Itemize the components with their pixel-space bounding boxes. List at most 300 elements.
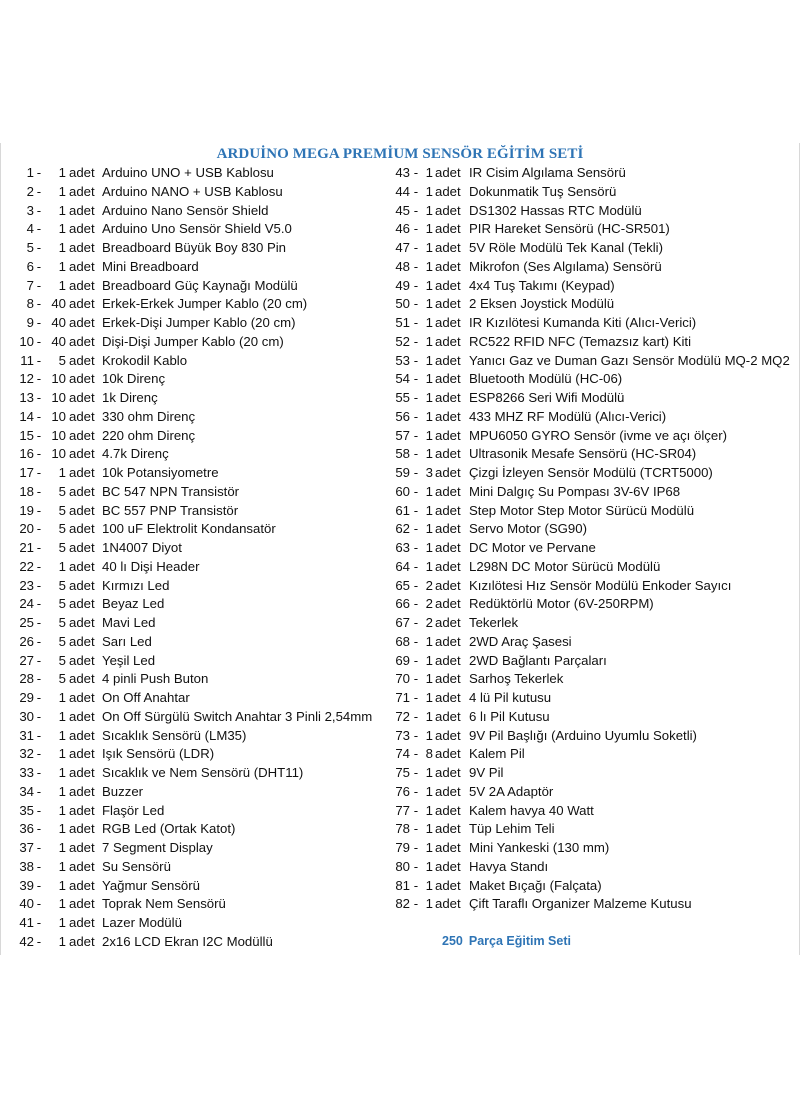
item-separator: - (413, 765, 419, 780)
item-separator: - (36, 296, 42, 312)
item-quantity: 1 (425, 521, 433, 537)
item-name: Arduino Nano Sensör Shield (102, 202, 269, 218)
item-quantity: 1 (58, 708, 66, 724)
item-separator: - (36, 858, 42, 874)
list-item (390, 239, 798, 258)
item-name: 4x4 Tuş Takımı (Keypad) (469, 277, 615, 293)
item-separator: - (36, 877, 42, 893)
item-quantity: 1 (425, 258, 433, 274)
item-name: Arduino NANO + USB Kablosu (102, 183, 283, 199)
item-name: Dişi-Dişi Jumper Kablo (20 cm) (102, 333, 284, 349)
item-name: 40 lı Dişi Header (102, 558, 200, 574)
list-item (390, 258, 798, 277)
item-quantity: 1 (58, 221, 66, 237)
item-number: 58 (395, 446, 410, 462)
item-name: 10k Direnç (102, 371, 166, 387)
item-name: Breadboard Güç Kaynağı Modülü (102, 277, 298, 293)
item-name: Tekerlek (469, 615, 519, 630)
item-separator: - (36, 258, 42, 274)
item-name: Tüp Lehim Teli (469, 821, 555, 837)
item-quantity: 10 (51, 371, 66, 387)
item-number: 17 (19, 465, 34, 480)
item-separator: - (413, 371, 419, 387)
item-number: 43 (395, 165, 410, 180)
item-number: 13 (19, 390, 34, 405)
item-quantity: 1 (425, 371, 433, 387)
item-unit: adet (69, 315, 95, 330)
item-unit: adet (69, 258, 95, 274)
item-number: 56 (395, 408, 410, 424)
item-name: DS1302 Hassas RTC Modülü (469, 202, 642, 218)
item-separator: - (413, 165, 419, 180)
item-number: 65 (395, 577, 410, 593)
item-quantity: 1 (425, 802, 433, 818)
list-item (6, 708, 390, 727)
item-unit: adet (435, 502, 461, 518)
item-separator: - (36, 202, 42, 218)
item-quantity: 1 (58, 277, 66, 293)
item-separator: - (36, 408, 42, 424)
list-item (6, 895, 390, 914)
item-quantity: 10 (51, 427, 66, 443)
item-separator: - (413, 540, 419, 555)
item-name: MPU6050 GYRO Sensör (ivme ve açı ölçer) (469, 427, 727, 443)
item-quantity: 1 (425, 652, 433, 668)
item-unit: adet (435, 427, 461, 443)
item-separator: - (36, 671, 42, 687)
item-quantity: 5 (58, 540, 66, 555)
item-name: 1k Direnç (102, 390, 158, 405)
item-number: 3 (26, 202, 34, 218)
item-unit: adet (69, 240, 95, 255)
item-unit: adet (69, 183, 95, 199)
list-item (6, 727, 390, 746)
list-item (6, 295, 390, 314)
item-quantity: 1 (58, 858, 66, 874)
item-quantity: 1 (425, 221, 433, 237)
item-name: Erkek-Dişi Jumper Kablo (20 cm) (102, 315, 296, 330)
item-unit: adet (435, 165, 461, 180)
list-item (390, 877, 798, 896)
item-separator: - (413, 783, 419, 799)
item-number: 41 (19, 915, 34, 930)
item-number: 22 (19, 558, 34, 574)
item-unit: adet (69, 765, 95, 780)
item-name: 9V Pil (469, 765, 504, 780)
item-quantity: 1 (58, 915, 66, 930)
item-unit: adet (69, 333, 95, 349)
item-name: Mini Dalgıç Su Pompası 3V-6V IP68 (469, 483, 681, 499)
item-separator: - (413, 821, 419, 837)
item-name: Kalem havya 40 Watt (469, 802, 594, 818)
item-name: 6 lı Pil Kutusu (469, 708, 550, 724)
item-quantity: 1 (58, 765, 66, 780)
list-item (6, 877, 390, 896)
item-separator: - (36, 277, 42, 293)
list-item (6, 183, 390, 202)
list-item (6, 933, 390, 952)
item-quantity: 1 (425, 315, 433, 330)
item-unit: adet (69, 577, 95, 593)
item-quantity: 3 (425, 465, 433, 480)
item-separator: - (413, 296, 419, 312)
item-quantity: 1 (58, 727, 66, 743)
item-unit: adet (435, 352, 461, 368)
item-quantity: 1 (58, 240, 66, 255)
item-name: Mavi Led (102, 615, 156, 630)
item-separator: - (36, 221, 42, 237)
item-number: 7 (26, 277, 34, 293)
item-unit: adet (69, 783, 95, 799)
item-unit: adet (435, 783, 461, 799)
item-name: Step Motor Step Motor Sürücü Modülü (469, 502, 695, 518)
item-quantity: 8 (425, 746, 433, 762)
item-number: 68 (395, 633, 410, 649)
item-number: 46 (395, 221, 410, 237)
item-quantity: 1 (425, 633, 433, 649)
list-item (6, 220, 390, 239)
item-number: 30 (19, 708, 34, 724)
item-name: Mini Breadboard (102, 258, 199, 274)
item-unit: adet (69, 277, 95, 293)
item-quantity: 1 (425, 708, 433, 724)
list-item (390, 670, 798, 689)
item-unit: adet (435, 202, 461, 218)
item-unit: adet (69, 352, 95, 368)
item-separator: - (36, 540, 42, 555)
item-unit: adet (435, 521, 461, 537)
item-name: DC Motor ve Pervane (469, 540, 596, 555)
item-separator: - (36, 821, 42, 837)
item-number: 57 (395, 427, 410, 443)
list-item (6, 370, 390, 389)
item-number: 10 (19, 333, 34, 349)
item-name: On Off Sürgülü Switch Anahtar 3 Pinli 2,54mm (102, 708, 373, 724)
item-quantity: 40 (51, 315, 66, 330)
item-quantity: 1 (425, 783, 433, 799)
item-name: ESP8266 Seri Wifi Modülü (469, 390, 625, 405)
item-number: 64 (395, 558, 410, 574)
item-unit: adet (69, 427, 95, 443)
list-item (6, 670, 390, 689)
item-separator: - (413, 315, 419, 330)
item-unit: adet (69, 465, 95, 480)
list-item (6, 164, 390, 183)
item-unit: adet (69, 596, 95, 612)
item-unit: adet (69, 671, 95, 687)
item-unit: adet (435, 746, 461, 762)
item-separator: - (36, 427, 42, 443)
item-number: 26 (19, 633, 34, 649)
list-item (6, 239, 390, 258)
item-separator: - (413, 183, 419, 199)
item-separator: - (36, 596, 42, 612)
item-name: RGB Led (Ortak Katot) (102, 821, 236, 837)
list-item (390, 389, 798, 408)
item-name: IR Kızılötesi Kumanda Kiti (Alıcı-Verici) (469, 315, 697, 330)
item-unit: adet (435, 183, 461, 199)
item-number: 66 (395, 596, 410, 612)
item-name: Su Sensörü (102, 858, 171, 874)
item-number: 76 (395, 783, 410, 799)
item-number: 45 (395, 202, 410, 218)
item-name: Çift Taraflı Organizer Malzeme Kutusu (469, 896, 692, 912)
item-unit: adet (435, 840, 461, 855)
item-number: 5 (26, 240, 34, 255)
item-number: 40 (19, 896, 34, 912)
item-name: Krokodil Kablo (102, 352, 188, 368)
item-separator: - (413, 840, 419, 855)
list-item (390, 820, 798, 839)
item-number: 79 (395, 840, 410, 855)
item-separator: - (413, 690, 419, 705)
item-unit: adet (435, 558, 461, 574)
item-name: PIR Hareket Sensörü (HC-SR501) (469, 221, 670, 237)
item-quantity: 5 (58, 596, 66, 612)
item-name: Yeşil Led (102, 652, 156, 668)
item-separator: - (36, 727, 42, 743)
item-name: Arduino UNO + USB Kablosu (102, 165, 274, 180)
item-name: 220 ohm Direnç (102, 427, 196, 443)
item-quantity: 5 (58, 652, 66, 668)
item-number: 47 (395, 240, 410, 255)
item-separator: - (413, 446, 419, 462)
item-unit: adet (435, 408, 461, 424)
item-quantity: 1 (425, 165, 433, 180)
item-number: 35 (19, 802, 34, 818)
item-separator: - (36, 558, 42, 574)
item-quantity: 1 (425, 446, 433, 462)
item-separator: - (413, 408, 419, 424)
item-number: 59 (395, 465, 410, 480)
item-separator: - (413, 577, 419, 593)
list-item (6, 858, 390, 877)
item-number: 42 (19, 933, 34, 949)
list-item (390, 520, 798, 539)
list-item (6, 577, 390, 596)
item-name: 7 Segment Display (102, 840, 213, 855)
item-separator: - (36, 765, 42, 780)
item-name: 4.7k Direnç (102, 446, 169, 462)
item-quantity: 1 (425, 858, 433, 874)
list-item (390, 502, 798, 521)
list-item (390, 220, 798, 239)
item-unit: adet (69, 615, 95, 630)
item-name: L298N DC Motor Sürücü Modülü (469, 558, 661, 574)
list-item (6, 820, 390, 839)
item-separator: - (36, 371, 42, 387)
item-number: 8 (26, 296, 34, 312)
item-number: 53 (395, 352, 410, 368)
item-number: 80 (395, 858, 410, 874)
item-quantity: 1 (425, 821, 433, 837)
item-unit: adet (69, 633, 95, 649)
item-name: Arduino Uno Sensör Shield V5.0 (102, 221, 292, 237)
item-quantity: 5 (58, 577, 66, 593)
list-item (390, 708, 798, 727)
item-separator: - (36, 165, 42, 180)
item-name: 10k Potansiyometre (102, 465, 219, 480)
list-item (6, 539, 390, 558)
item-separator: - (413, 221, 419, 237)
item-number: 12 (19, 371, 34, 387)
list-item (6, 745, 390, 764)
item-unit: adet (435, 596, 461, 612)
list-item (6, 427, 390, 446)
list-item (390, 164, 798, 183)
list-item (390, 727, 798, 746)
item-quantity: 5 (58, 483, 66, 499)
item-quantity: 1 (425, 202, 433, 218)
item-quantity: 1 (58, 746, 66, 762)
list-item (6, 333, 390, 352)
item-number: 31 (19, 727, 34, 743)
item-separator: - (413, 727, 419, 743)
item-unit: adet (435, 465, 461, 480)
item-number: 49 (395, 277, 410, 293)
item-separator: - (413, 858, 419, 874)
item-separator: - (413, 502, 419, 518)
item-unit: adet (69, 652, 95, 668)
item-quantity: 1 (425, 727, 433, 743)
item-quantity: 10 (51, 446, 66, 462)
list-item (6, 202, 390, 221)
item-number: 15 (19, 427, 34, 443)
item-quantity: 1 (58, 258, 66, 274)
item-number: 29 (19, 690, 34, 705)
list-item (390, 558, 798, 577)
list-item (390, 333, 798, 352)
item-quantity: 1 (425, 427, 433, 443)
item-separator: - (36, 352, 42, 368)
list-item (390, 183, 798, 202)
item-unit: adet (69, 296, 95, 312)
item-separator: - (413, 896, 419, 912)
item-unit: adet (435, 296, 461, 312)
item-quantity: 5 (58, 502, 66, 518)
list-item (6, 483, 390, 502)
item-number: 4 (26, 221, 34, 237)
item-unit: adet (435, 390, 461, 405)
item-unit: adet (435, 652, 461, 668)
list-item (390, 783, 798, 802)
item-quantity: 1 (425, 558, 433, 574)
list-item (390, 839, 798, 858)
item-unit: adet (435, 277, 461, 293)
item-quantity: 1 (58, 558, 66, 574)
item-separator: - (36, 577, 42, 593)
item-number: 18 (19, 483, 34, 499)
item-quantity: 1 (425, 333, 433, 349)
item-number: 75 (395, 765, 410, 780)
item-quantity: 1 (58, 690, 66, 705)
list-item (390, 408, 798, 427)
item-separator: - (36, 315, 42, 330)
footer-summary (442, 934, 571, 948)
item-quantity: 5 (58, 521, 66, 537)
item-name: Mini Yankeski (130 mm) (469, 840, 610, 855)
list-item (390, 614, 798, 633)
item-name: 5V 2A Adaptör (469, 783, 554, 799)
item-separator: - (413, 615, 419, 630)
item-name: Çizgi İzleyen Sensör Modülü (TCRT5000) (469, 465, 713, 480)
item-quantity: 1 (58, 783, 66, 799)
list-item (390, 445, 798, 464)
item-unit: adet (435, 765, 461, 780)
item-separator: - (36, 746, 42, 762)
item-separator: - (36, 465, 42, 480)
item-number: 21 (19, 540, 34, 555)
item-unit: adet (435, 446, 461, 462)
item-name: IR Cisim Algılama Sensörü (469, 165, 626, 180)
list-item (390, 314, 798, 333)
item-separator: - (413, 596, 419, 612)
item-quantity: 5 (58, 633, 66, 649)
item-number: 71 (395, 690, 410, 705)
item-name: Breadboard Büyük Boy 830 Pin (102, 240, 287, 255)
list-item (390, 858, 798, 877)
item-quantity: 1 (425, 540, 433, 555)
item-number: 38 (19, 858, 34, 874)
item-separator: - (36, 840, 42, 855)
item-separator: - (36, 802, 42, 818)
list-item (6, 352, 390, 371)
list-item (6, 802, 390, 821)
item-separator: - (36, 390, 42, 405)
item-unit: adet (435, 371, 461, 387)
item-separator: - (36, 333, 42, 349)
item-quantity: 1 (425, 690, 433, 705)
item-unit: adet (69, 840, 95, 855)
item-name: BC 557 PNP Transistör (102, 502, 239, 518)
item-number: 2 (26, 183, 34, 199)
list-item (6, 502, 390, 521)
item-quantity: 2 (425, 596, 433, 612)
item-unit: adet (435, 802, 461, 818)
item-separator: - (413, 877, 419, 893)
item-quantity: 1 (58, 821, 66, 837)
item-quantity: 2 (425, 615, 433, 630)
item-separator: - (413, 708, 419, 724)
item-separator: - (36, 521, 42, 537)
item-quantity: 1 (425, 483, 433, 499)
item-name: Erkek-Erkek Jumper Kablo (20 cm) (102, 296, 308, 312)
item-quantity: 1 (425, 240, 433, 255)
item-number: 82 (395, 896, 410, 912)
item-name: 330 ohm Direnç (102, 408, 196, 424)
item-name: Lazer Modülü (102, 915, 182, 930)
item-separator: - (36, 183, 42, 199)
item-name: BC 547 NPN Transistör (102, 483, 240, 499)
item-quantity: 1 (58, 465, 66, 480)
item-quantity: 1 (425, 277, 433, 293)
item-name: 1N4007 Diyot (102, 540, 182, 555)
item-name: Yağmur Sensörü (102, 877, 200, 893)
item-unit: adet (69, 858, 95, 874)
item-unit: adet (69, 690, 95, 705)
item-quantity: 40 (51, 333, 66, 349)
list-item (6, 464, 390, 483)
item-quantity: 1 (425, 296, 433, 312)
item-number: 19 (19, 502, 34, 518)
item-unit: adet (435, 540, 461, 555)
list-item (6, 277, 390, 296)
item-separator: - (413, 633, 419, 649)
item-quantity: 1 (425, 408, 433, 424)
item-name: Maket Bıçağı (Falçata) (469, 877, 602, 893)
item-separator: - (413, 671, 419, 687)
item-quantity: 1 (425, 183, 433, 199)
